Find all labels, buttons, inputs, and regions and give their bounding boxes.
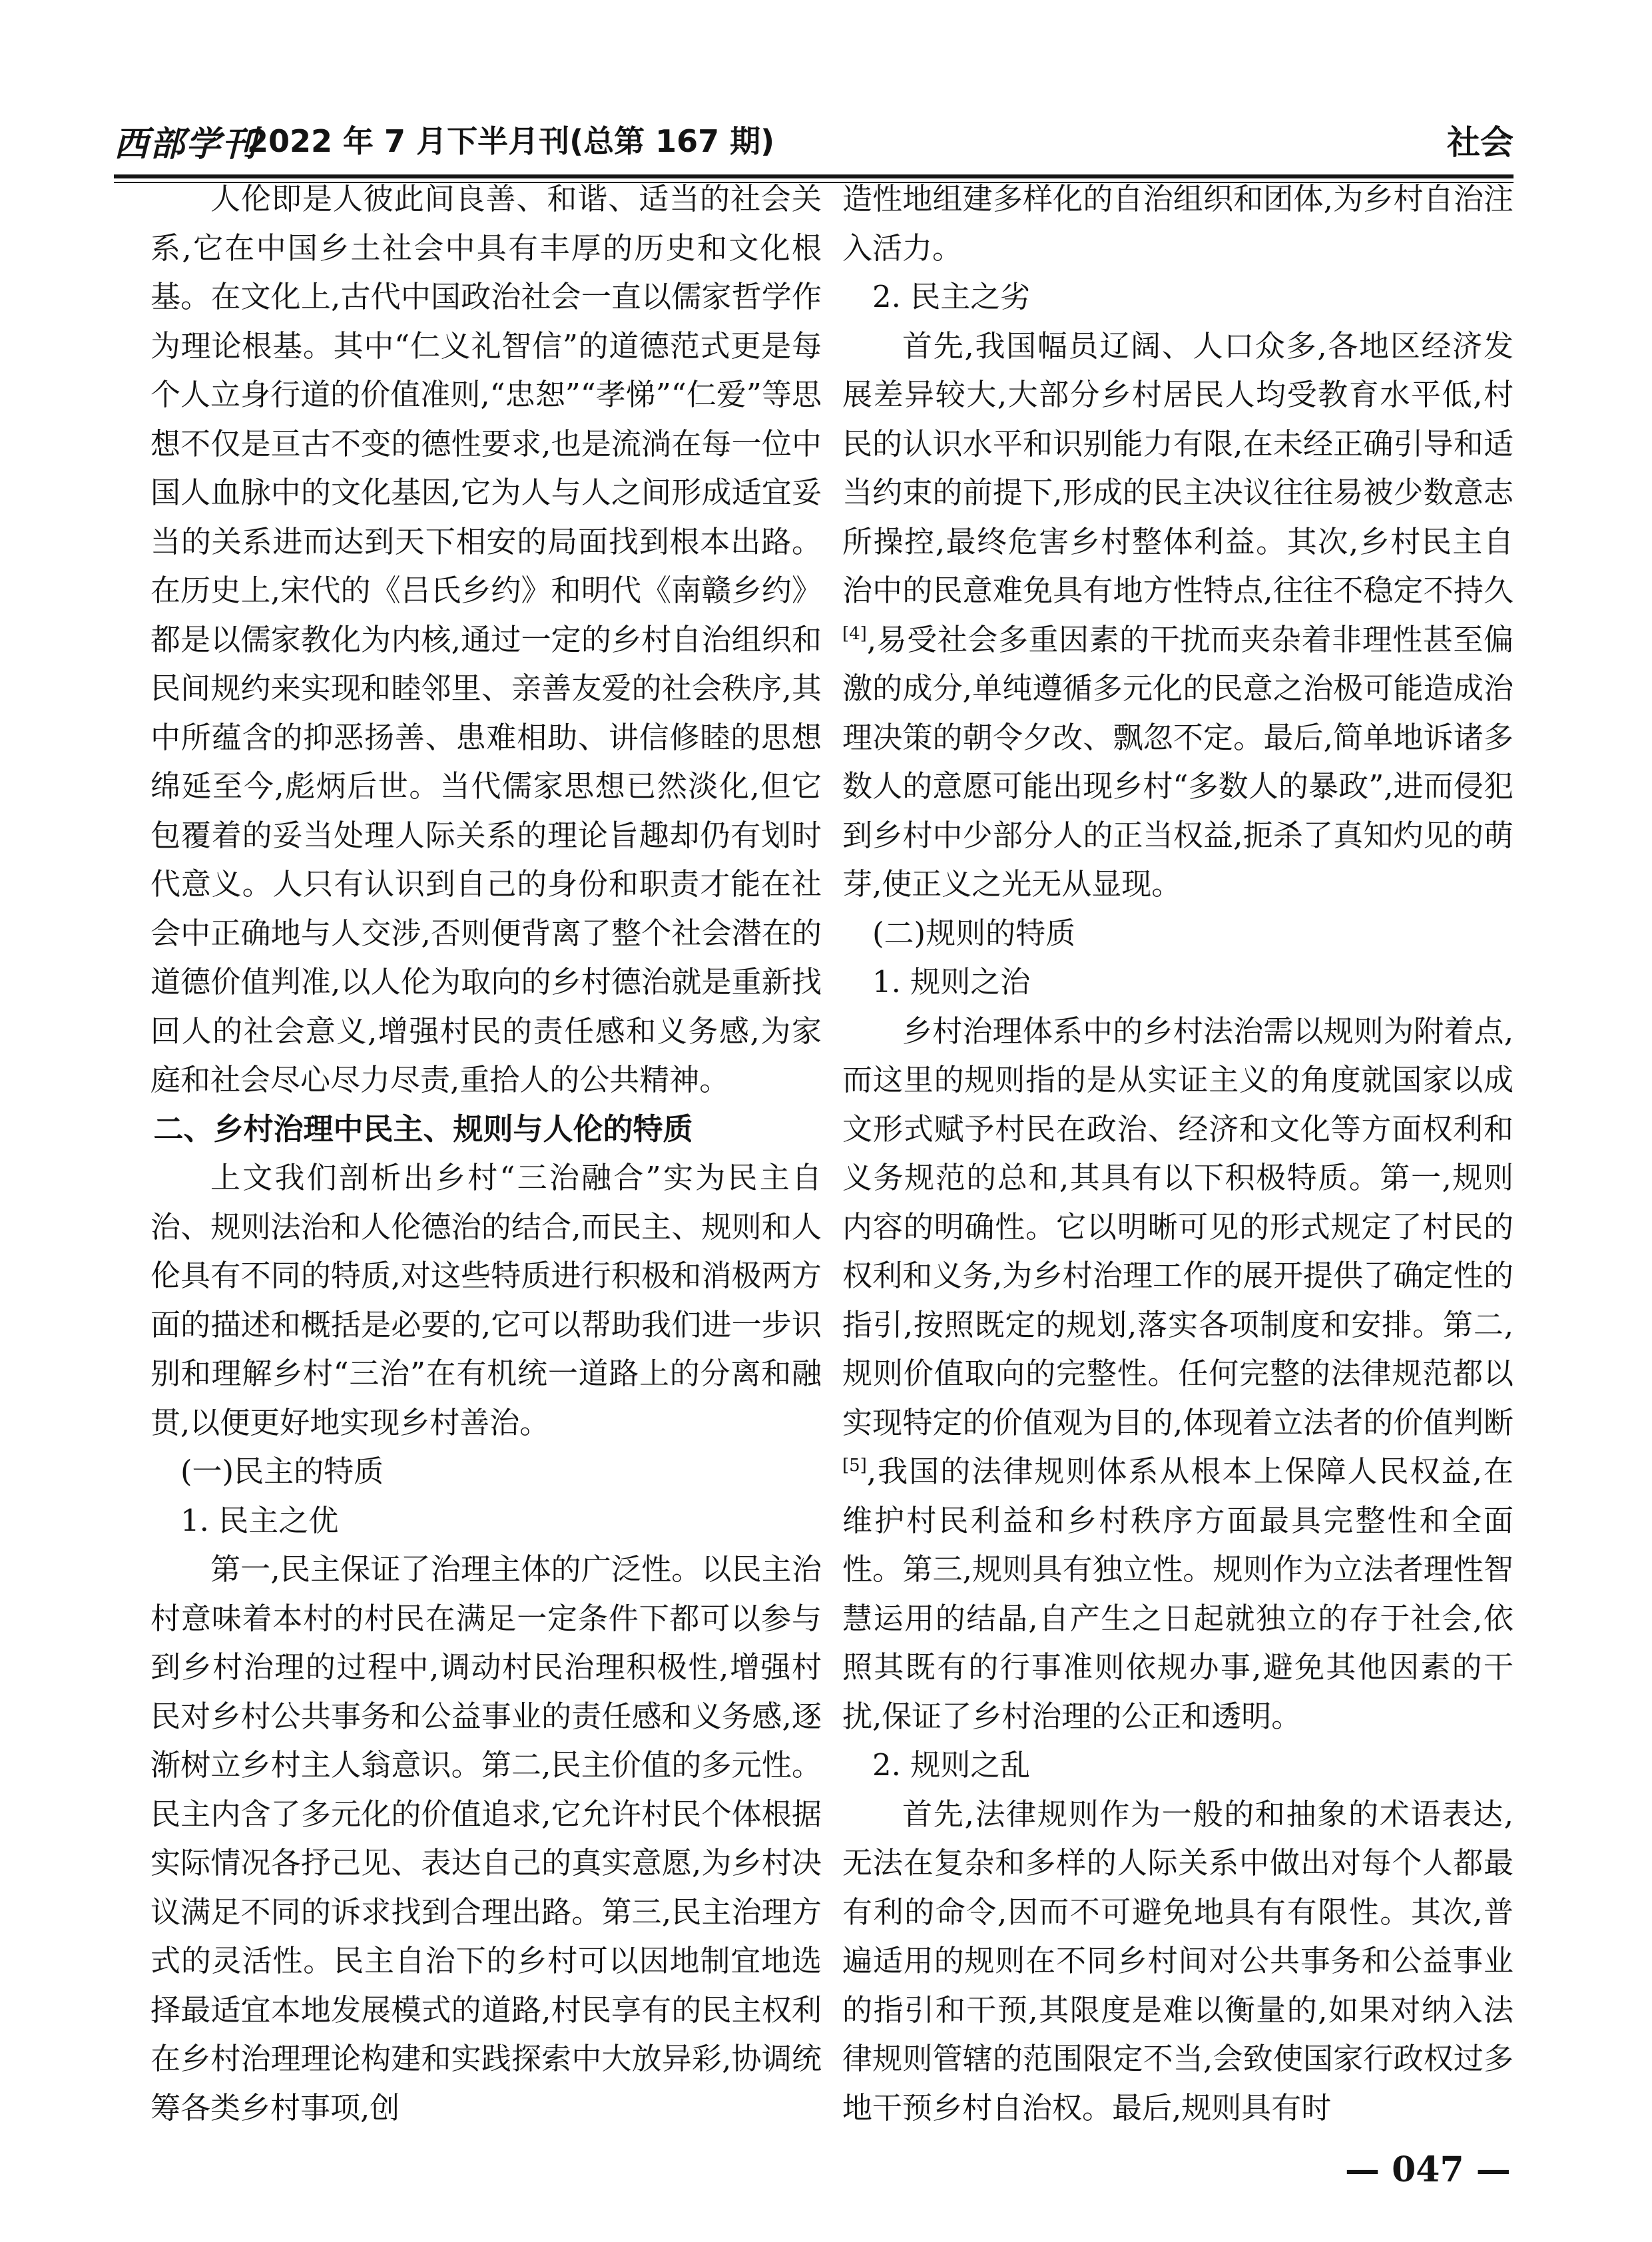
subsection-heading: (二)规则的特质 [872, 915, 1076, 951]
paragraph-text: ,我国的法律规则体系从根本上保障人民权益,在维护村民利益和乡村秩序方面最具完整性和全面性。第三,规则具有独立性。规则作为立法者理性智慧运用的结晶,自产生之日起就独立的存于社会,依照其既有的行事准则依规办事,避免其他因素的干扰,保证了乡村治理的公正和透明。 [842, 1454, 1514, 1734]
paragraph [842, 1007, 1514, 1741]
paragraph-text: ,易受社会多重因素的干扰而夹杂着非理性甚至偏激的成分,单纯遵循多元化的民意之治极可能造成治理决策的朝令夕改、飘忽不定。最后,简单地诉诸多数人的意愿可能出现乡村“多数人的暴政”,进而侵犯到乡村中少部分人的正当权益,扼杀了真知灼见的萌芽,使正义之光无从显现。 [842, 621, 1514, 902]
issue-info: 2022 年 7 月下半月刊(总第 167 期) [247, 123, 775, 159]
paragraph: 首先,法律规则作为一般的和抽象的术语表达,无法在复杂和多样的人际关系中做出对每个人都最有利的命令,因而不可避免地具有有限性。其次,普遍适用的规则在不同乡村间对公共事务和公益事业的指引和干预,其限度是难以衡量的,如果对纳入法律规则管辖的范围限定不当,会致使国家行政权过多地干预乡村自治权。最后,规则具有时 [842, 1796, 1514, 2125]
citation-ref: [5] [842, 1456, 867, 1476]
paragraph-continued: 造性地组建多样化的自治组织和团体,为乡村自治注入活力。 [842, 181, 1514, 266]
section-heading: 二、乡村治理中民主、规则与人伦的特质 [153, 1111, 693, 1147]
page-header [114, 112, 1514, 165]
section-label: 社会 [1447, 123, 1514, 162]
sub-subsection-heading: 2. 民主之劣 [872, 279, 1031, 314]
paragraph: 上文我们剖析出乡村“三治融合”实为民主自治、规则法治和人伦德治的结合,而民主、规则和人伦具有不同的特质,对这些特质进行积极和消极两方面的描述和概括是必要的,它可以帮助我们进一步识别和理解乡村“三治”在有机统一道路上的分离和融贯,以便更好地实现乡村善治。 [150, 1160, 822, 1440]
sub-subsection-heading: 1. 民主之优 [180, 1502, 339, 1538]
citation-ref: [4] [842, 623, 867, 644]
subsection-heading: (一)民主的特质 [180, 1454, 384, 1489]
left-column [150, 174, 822, 2125]
paragraph: 人伦即是人彼此间良善、和谐、适当的社会关系,它在中国乡土社会中具有丰厚的历史和文化根基。在文化上,古代中国政治社会一直以儒家哲学作为理论根基。其中“仁义礼智信”的道德范式更是每个人立身行道的价值准则,“忠恕”“孝悌”“仁爱”等思想不仅是亘古不变的德性要求,也是流淌在每一位中国人血脉中的文化基因,它为人与人之间形成适宜妥当的关系进而达到天下相安的局面找到根本出路。在历史上,宋代的《吕氏乡约》和明代《南赣乡约》都是以儒家教化为内核,通过一定的乡村自治组织和民间规约来实现和睦邻里、亲善友爱的社会秩序,其中所蕴含的抑恶扬善、患难相助、讲信修睦的思想绵延至今,彪炳后世。当代儒家思想已然淡化,但它包覆着的妥当处理人际关系的理论旨趣却仍有划时代意义。人只有认识到自己的身份和职责才能在社会中正确地与人交涉,否则便背离了整个社会潜在的道德价值判准,以人伦为取向的乡村德治就是重新找回人的社会意义,增强村民的责任感和义务感,为家庭和社会尽心尽力尽责,重拾人的公共精神。 [150, 181, 822, 1097]
page-number: — 047 — [1345, 2149, 1511, 2190]
paragraph-text: 首先,我国幅员辽阔、人口众多,各地区经济发展差异较大,大部分乡村居民人均受教育水平低,村民的认识水平和识别能力有限,在未经正确引导和适当约束的前提下,形成的民主决议往往易被少数意志所操控,最终危害乡村整体利益。其次,乡村民主自治中的民意难免具有地方性特点,往往不稳定不持久 [842, 328, 1514, 608]
paragraph-text: 乡村治理体系中的乡村法治需以规则为附着点,而这里的规则指的是从实证主义的角度就国家以成文形式赋予村民在政治、经济和文化等方面权利和义务规范的总和,其具有以下积极特质。第一,规则内容的明确性。它以明晰可见的形式规定了村民的权利和义务,为乡村治理工作的展开提供了确定性的指引,按照既定的规划,落实各项制度和安排。第二,规则价值取向的完整性。任何完整的法律规范都以实现特定的价值观为目的,体现着立法者的价值判断 [842, 1013, 1514, 1440]
sub-subsection-heading: 2. 规则之乱 [872, 1747, 1031, 1783]
paragraph: 第一,民主保证了治理主体的广泛性。以民主治村意味着本村的村民在满足一定条件下都可以参与到乡村治理的过程中,调动村民治理积极性,增强村民对乡村公共事务和公益事业的责任感和义务感,逐渐树立乡村主人翁意识。第二,民主价值的多元性。民主内含了多元化的价值追求,它允许村民个体根据实际情况各抒己见、表达自己的真实意愿,为乡村决议满足不同的诉求找到合理出路。第三,民主治理方式的灵活性。民主自治下的乡村可以因地制宜地选择最适宜本地发展模式的道路,村民享有的民主权利在乡村治理理论构建和实践探索中大放异彩,协调统筹各类乡村事项,创 [150, 1551, 822, 2125]
right-column [842, 174, 1514, 2125]
paragraph [842, 322, 1514, 909]
journal-logo: 西部学刊 [114, 124, 258, 164]
sub-subsection-heading: 1. 规则之治 [872, 964, 1031, 999]
